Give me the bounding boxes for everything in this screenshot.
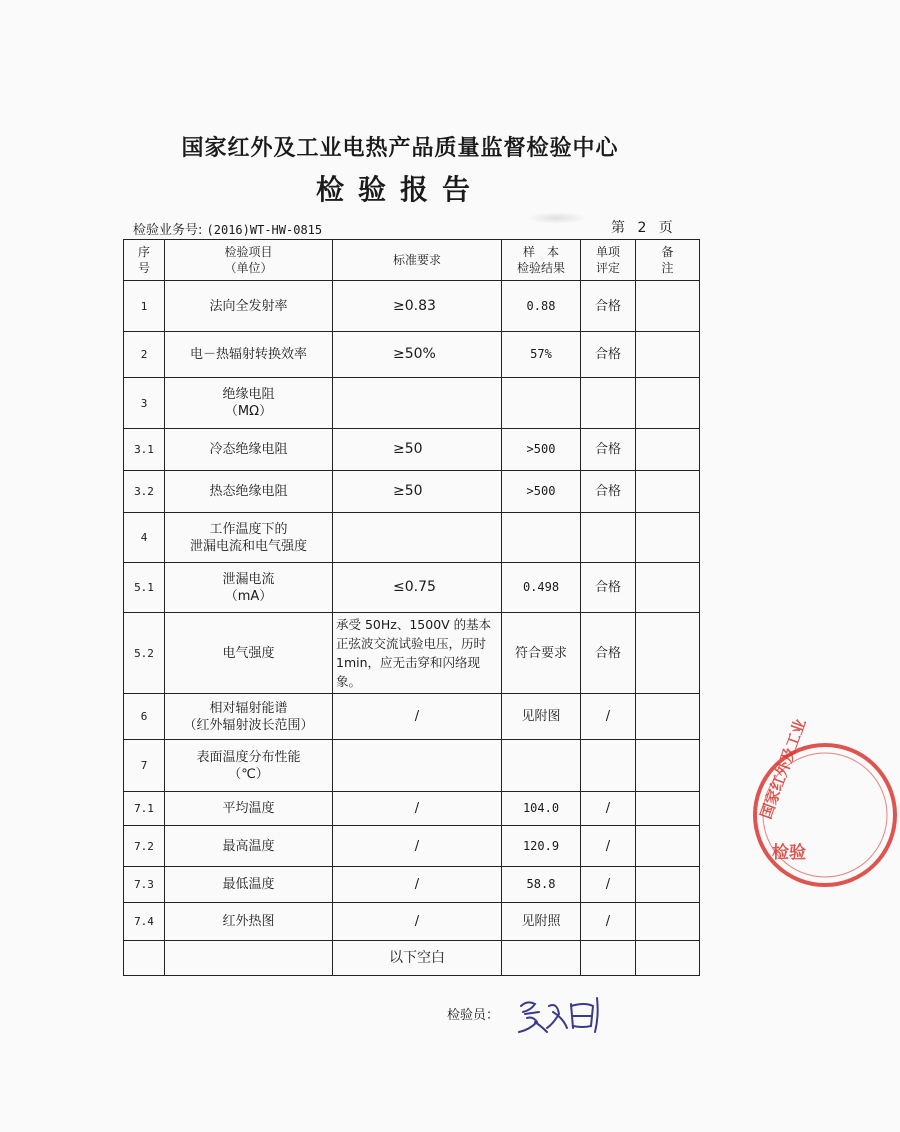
table-row	[124, 867, 700, 903]
item-line: 冷态绝缘电阻	[209, 442, 288, 457]
job-number-value: (2016)WT-HW-0815	[206, 223, 323, 237]
header-standard: 标准要求	[333, 240, 502, 281]
verdict-cell: /	[581, 867, 636, 903]
inspector-signature	[513, 992, 605, 1036]
standard-cell	[333, 513, 502, 563]
result-cell: 57%	[502, 332, 581, 378]
verdict-cell: /	[581, 903, 636, 941]
remark-cell	[636, 563, 700, 613]
standard-cell: ≤0.75	[333, 563, 502, 613]
verdict-cell	[581, 513, 636, 563]
header-remark: 备 注	[636, 240, 700, 281]
redaction-smudge	[527, 212, 587, 224]
result-cell: 0.88	[502, 281, 581, 332]
result-cell: 0.498	[502, 563, 581, 613]
table-row	[124, 471, 700, 513]
item-line: 绝缘电阻	[222, 387, 275, 402]
remark-cell	[636, 471, 700, 513]
table-row	[124, 281, 700, 332]
empty-cell	[502, 941, 581, 976]
seq-cell: 2	[124, 332, 165, 378]
verdict-cell: /	[581, 826, 636, 867]
organization-name: 国家红外及工业电热产品质量监督检验中心	[181, 136, 619, 161]
verdict-cell: 合格	[581, 429, 636, 471]
seq-cell: 7.3	[124, 867, 165, 903]
seq-cell: 7	[124, 740, 165, 792]
result-cell: 见附照	[502, 903, 581, 941]
item-cell	[165, 563, 333, 613]
seq-cell: 3.2	[124, 471, 165, 513]
remark-cell	[636, 740, 700, 792]
verdict-cell: 合格	[581, 332, 636, 378]
verdict-cell: 合格	[581, 613, 636, 694]
item-line: 最低温度	[222, 877, 275, 892]
verdict-cell: /	[581, 694, 636, 740]
page-number: 第 2 页	[611, 220, 677, 236]
standard-cell: ≥50%	[333, 332, 502, 378]
item-line: （MΩ）	[224, 404, 273, 419]
verdict-cell: 合格	[581, 563, 636, 613]
result-cell: >500	[502, 471, 581, 513]
item-line: 法向全发射率	[209, 298, 288, 314]
result-cell	[502, 513, 581, 563]
item-cell	[165, 740, 333, 792]
result-cell: >500	[502, 429, 581, 471]
table-row	[124, 694, 700, 740]
item-line: 泄漏电流和电气强度	[189, 538, 307, 554]
result-cell: 104.0	[502, 792, 581, 826]
remark-cell	[636, 694, 700, 740]
standard-cell: /	[333, 903, 502, 941]
seq-cell: 5.2	[124, 613, 165, 694]
item-line: 热态绝缘电阻	[209, 484, 288, 499]
empty-cell	[581, 941, 636, 976]
result-cell: 58.8	[502, 867, 581, 903]
item-line: 泄漏电流	[222, 571, 275, 587]
seq-cell: 4	[124, 513, 165, 563]
verdict-cell: /	[581, 792, 636, 826]
table-row	[124, 613, 700, 694]
table-row	[124, 792, 700, 826]
remark-cell	[636, 903, 700, 941]
table-row	[124, 903, 700, 941]
seq-cell: 3.1	[124, 429, 165, 471]
verdict-cell: 合格	[581, 281, 636, 332]
table-header-row	[124, 240, 700, 281]
result-cell: 120.9	[502, 826, 581, 867]
item-cell	[165, 281, 333, 332]
table-row	[124, 332, 700, 378]
seq-cell: 7.2	[124, 826, 165, 867]
item-cell	[165, 694, 333, 740]
standard-cell	[333, 740, 502, 792]
item-line: 最高温度	[222, 838, 275, 854]
standard-cell	[333, 378, 502, 429]
item-line: 电气强度	[222, 645, 275, 661]
header-verdict: 单项 评定	[581, 240, 636, 281]
item-line: 平均温度	[222, 801, 275, 816]
blank-note-row	[124, 941, 700, 976]
result-cell: 见附图	[502, 694, 581, 740]
seq-cell: 1	[124, 281, 165, 332]
remark-cell	[636, 378, 700, 429]
verdict-cell	[581, 740, 636, 792]
item-cell	[165, 867, 333, 903]
verdict-cell	[581, 378, 636, 429]
remark-cell	[636, 513, 700, 563]
standard-cell: /	[333, 867, 502, 903]
item-cell	[165, 378, 333, 429]
item-cell	[165, 613, 333, 694]
empty-cell	[124, 941, 165, 976]
remark-cell	[636, 429, 700, 471]
empty-cell	[636, 941, 700, 976]
blank-note: 以下空白	[333, 941, 502, 976]
standard-cell: /	[333, 826, 502, 867]
item-line: 电－热辐射转换效率	[189, 347, 307, 362]
table-row	[124, 513, 700, 563]
item-line: 相对辐射能谱	[209, 700, 288, 716]
remark-cell	[636, 281, 700, 332]
inspection-seal	[750, 716, 900, 890]
item-cell	[165, 471, 333, 513]
result-cell: 符合要求	[502, 613, 581, 694]
item-cell	[165, 513, 333, 563]
item-cell	[165, 903, 333, 941]
result-cell	[502, 740, 581, 792]
table-row	[124, 378, 700, 429]
standard-cell: /	[333, 792, 502, 826]
remark-cell	[636, 792, 700, 826]
standard-cell: ≥50	[333, 471, 502, 513]
job-number-line	[133, 219, 322, 238]
seq-cell: 7.1	[124, 792, 165, 826]
seq-cell: 5.1	[124, 563, 165, 613]
seq-cell: 7.4	[124, 903, 165, 941]
table-row	[124, 740, 700, 792]
inspector-label: 检验员：	[447, 1008, 500, 1023]
table-row	[124, 429, 700, 471]
standard-cell: ≥50	[333, 429, 502, 471]
table-row	[124, 563, 700, 613]
report-title: 检验报告	[315, 173, 484, 206]
table-row	[124, 826, 700, 867]
item-cell	[165, 826, 333, 867]
item-cell	[165, 332, 333, 378]
remark-cell	[636, 332, 700, 378]
item-line: （℃）	[228, 766, 269, 782]
svg-text:国家红外及工业: 国家红外及工业	[756, 716, 810, 822]
item-line: 表面温度分布性能	[196, 749, 301, 765]
item-line: （mA）	[224, 588, 273, 604]
standard-cell: ≥0.83	[333, 281, 502, 332]
item-cell	[165, 429, 333, 471]
header-item: 检验项目 （单位）	[165, 240, 333, 281]
item-line: （红外辐射波长范围）	[183, 717, 314, 733]
item-line: 工作温度下的	[209, 521, 288, 537]
remark-cell	[636, 613, 700, 694]
empty-cell	[165, 941, 333, 976]
inspection-table	[123, 239, 700, 976]
job-number-label: 检验业务号:	[133, 223, 203, 238]
svg-text:检验: 检验	[772, 843, 806, 863]
result-cell	[502, 378, 581, 429]
item-cell	[165, 792, 333, 826]
header-result: 样 本 检验结果	[502, 240, 581, 281]
standard-cell: 承受 50Hz、1500V 的基本正弦波交流试验电压，历时 1min，应无击穿和闪络现象。	[333, 613, 502, 694]
header-seq: 序 号	[124, 240, 165, 281]
verdict-cell: 合格	[581, 471, 636, 513]
item-line: 红外热图	[222, 914, 275, 929]
seq-cell: 3	[124, 378, 165, 429]
remark-cell	[636, 826, 700, 867]
remark-cell	[636, 867, 700, 903]
seq-cell: 6	[124, 694, 165, 740]
standard-cell: /	[333, 694, 502, 740]
